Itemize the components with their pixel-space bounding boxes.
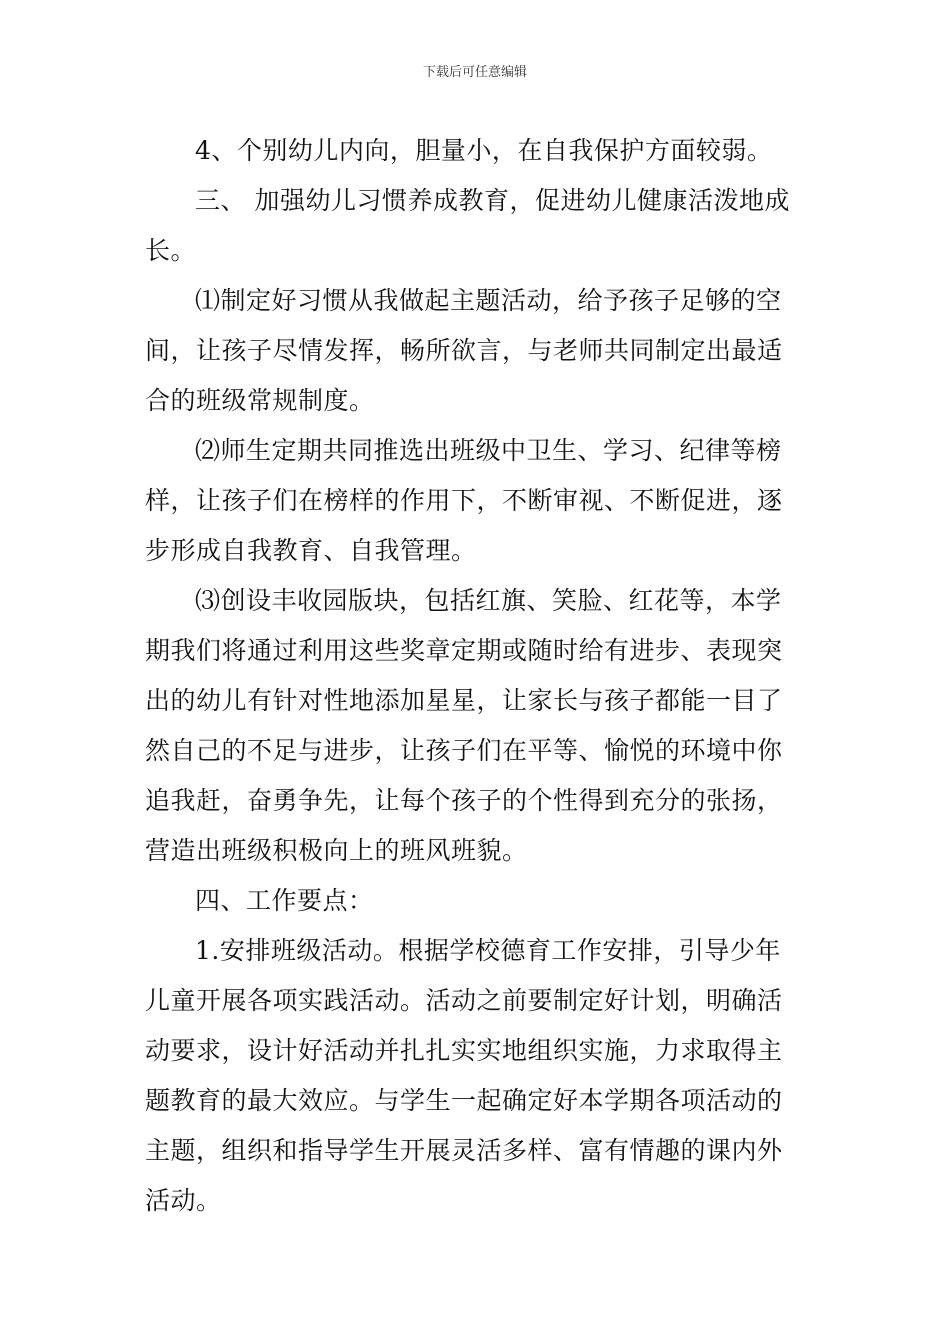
paragraph-1 [145,126,811,176]
text-line: 样，让孩子们在榜样的作用下，不断审视、不断促进，逐 [145,486,783,515]
paragraph-2 [145,176,811,276]
text-line: 然自己的不足与进步，让孩子们在平等、愉悦的环境中你 [145,736,783,765]
page-header: 下载后可任意编辑 [422,65,527,80]
text-line: ⑶创设丰收园版块，包括红旗、笑脸、红花等，本学 [195,586,782,615]
text-line: 4、个别幼儿内向，胆量小，在自我保护方面较弱。 [195,136,773,165]
text-line: 题教育的最大效应。与学生一起确定好本学期各项活动的 [145,1086,783,1115]
text-line: ⑴制定好习惯从我做起主题活动，给予孩子足够的空 [195,286,782,315]
text-line: 合的班级常规制度。 [145,386,375,415]
text-line: 长。 [145,236,197,265]
paragraph-3 [145,276,811,426]
text-line: 追我赶，奋勇争先，让每个孩子的个性得到充分的张扬， [145,786,783,815]
text-line: 步形成自我教育、自我管理。 [145,536,477,565]
text-line: 营造出班级积极向上的班风班貌。 [145,836,528,865]
paragraph-5 [145,576,811,876]
text-line: 主题，组织和指导学生开展灵活多样、富有情趣的课内外 [145,1136,783,1165]
paragraph-7 [145,926,811,1226]
text-line: 四、工作要点： [195,886,374,915]
text-line: ⑵师生定期共同推选出班级中卫生、学习、纪律等榜 [195,436,782,465]
text-line: 期我们将通过利用这些奖章定期或随时给有进步、表现突 [145,636,783,665]
text-line: 三、 加强幼儿习惯养成教育，促进幼儿健康活泼地成 [195,186,790,215]
text-line: 出的幼儿有针对性地添加星星，让家长与孩子都能一目了 [145,686,783,715]
document-body [145,126,811,1226]
text-line: 动要求，设计好活动并扎扎实实地组织实施，力求取得主 [145,1036,783,1065]
text-line: 活动。 [145,1186,222,1215]
text-line: 儿童开展各项实践活动。活动之前要制定好计划，明确活 [145,986,783,1015]
paragraph-4 [145,426,811,576]
text-line: 间，让孩子尽情发挥，畅所欲言，与老师共同制定出最适 [145,336,783,365]
section-heading [145,876,811,926]
text-line: 1.安排班级活动。根据学校德育工作安排，引导少年 [195,936,781,965]
